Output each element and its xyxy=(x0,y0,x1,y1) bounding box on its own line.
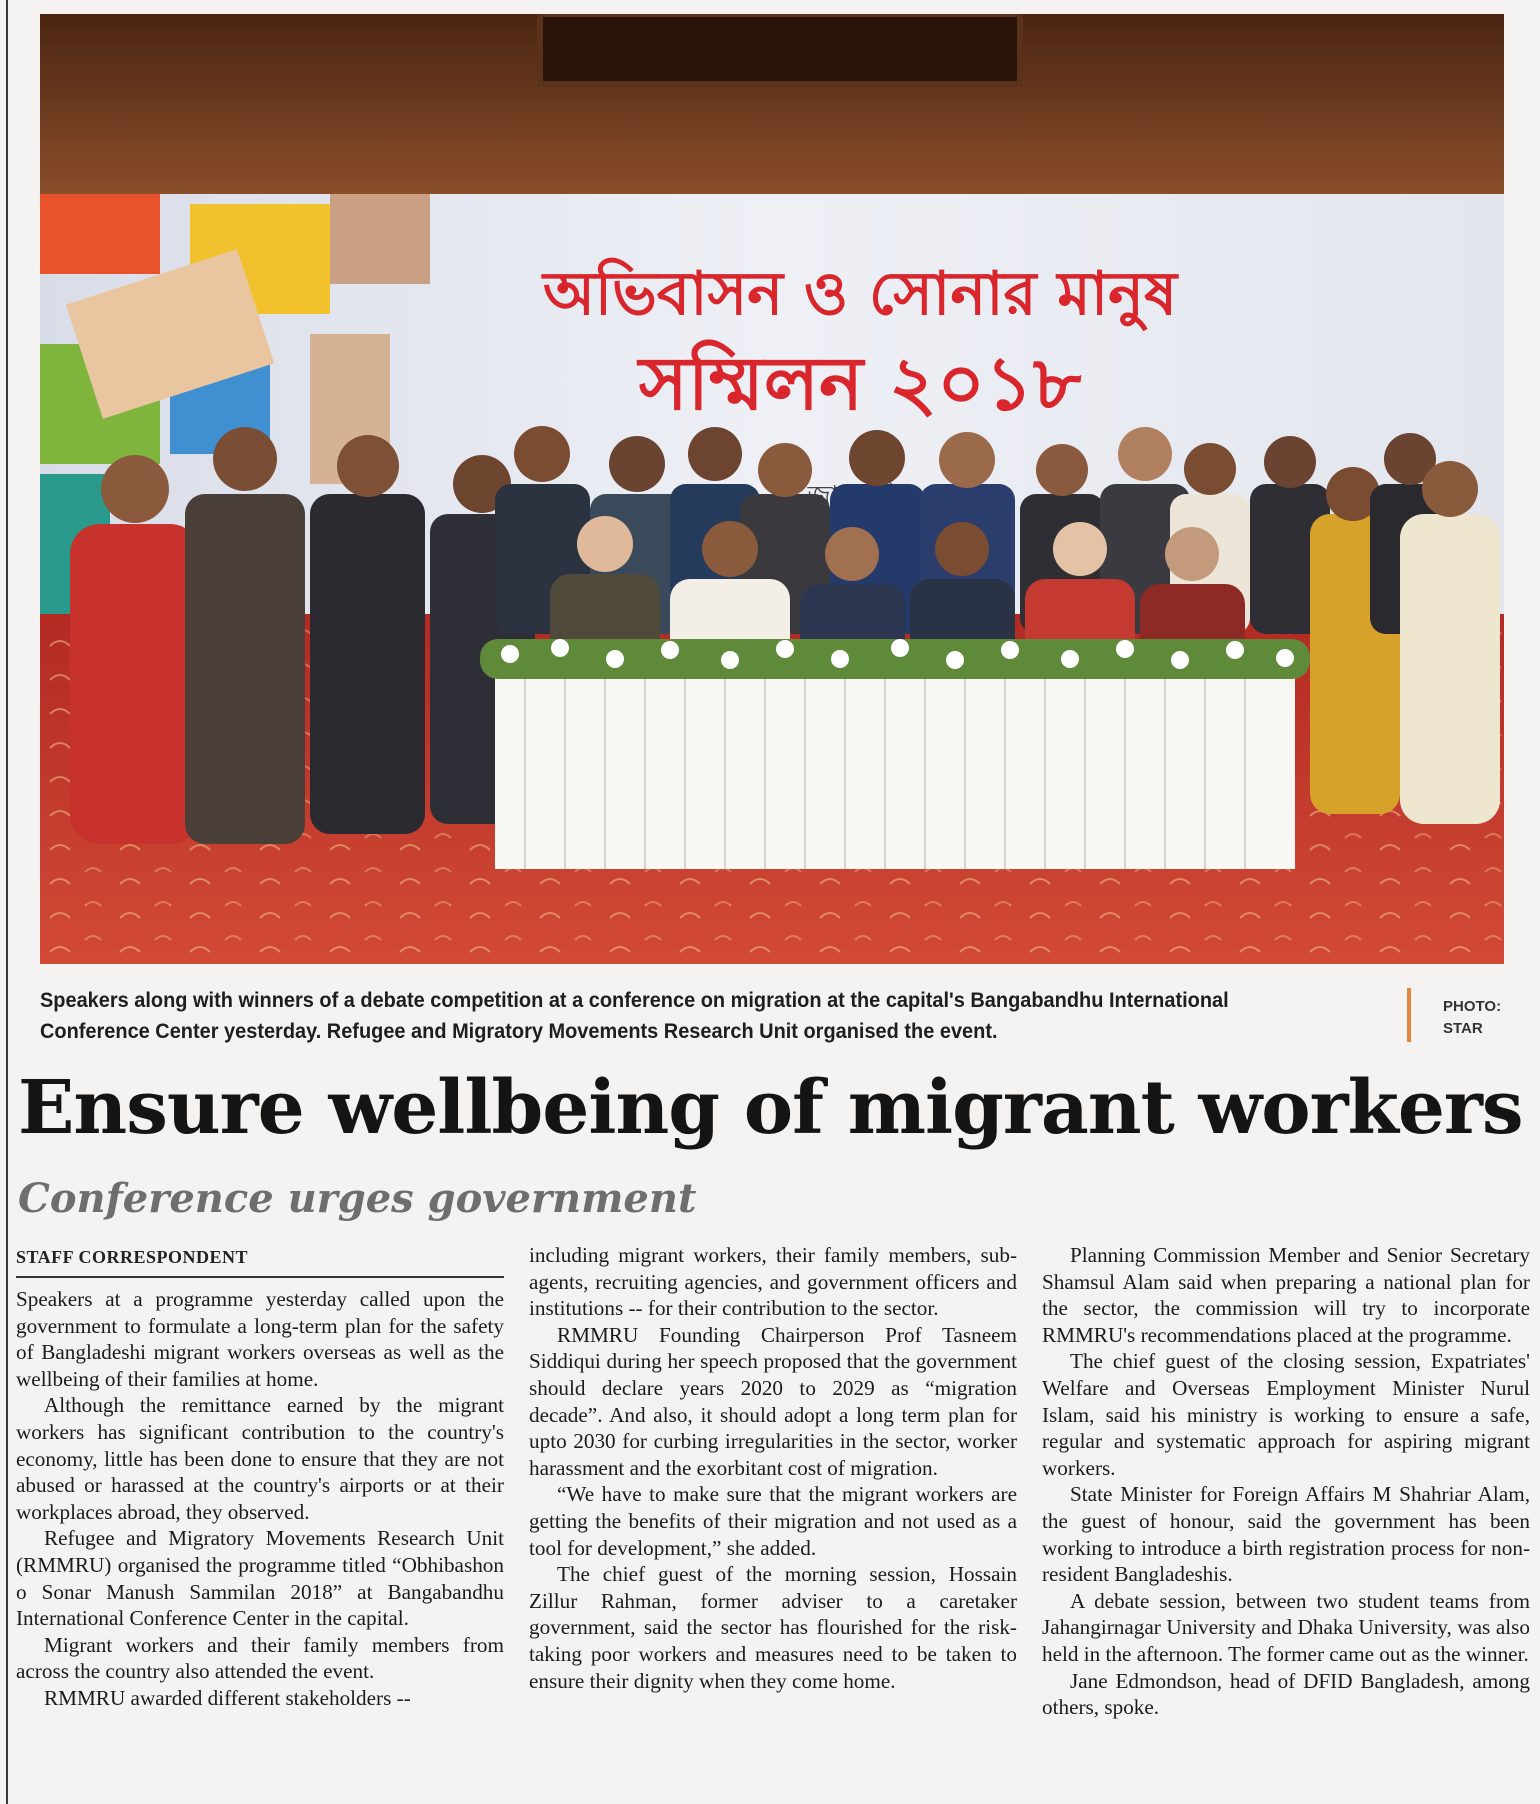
banner-photo-tile xyxy=(330,194,430,284)
paragraph: State Minister for Foreign Affairs M Shahriar Alam, the guest of honour, said the government has been working to introduce a birth registration process for non-resident Bangladeshis. xyxy=(1042,1482,1530,1587)
article-column-3 xyxy=(1042,1242,1530,1721)
byline: STAFF CORRESPONDENT xyxy=(16,1242,504,1278)
article-subheadline: Conference urges government xyxy=(18,1175,697,1222)
paragraph: Speakers at a programme yesterday called upon the government to formulate a long-term plan for the safety of Bangladeshi migrant workers overseas as well as the wellbeing of their families at home. xyxy=(16,1287,504,1391)
paragraph: Migrant workers and their family members from across the country also attended the event. xyxy=(16,1632,504,1684)
article-column-1 xyxy=(16,1286,504,1712)
article-column-2 xyxy=(529,1242,1017,1694)
banner-tile xyxy=(40,194,160,274)
banner-title-line2: সম্মিলন ২০১৮ xyxy=(638,341,1082,427)
paragraph: Refugee and Migratory Movements Research Unit (RMMRU) organised the programme titled “Obhibashon o Sonar Manush Sammilan 2018” at Bangabandhu International Conference Center in the capital. xyxy=(16,1526,504,1631)
paragraph: RMMRU awarded different stakeholders -- xyxy=(44,1685,411,1710)
paragraph: Jane Edmondson, head of DFID Bangladesh, among others, spoke. xyxy=(1042,1668,1530,1720)
byline-block xyxy=(16,1242,504,1278)
photo-credit-source: STAR xyxy=(1443,1020,1483,1037)
paragraph: A debate session, between two student teams from Jahangirnagar University and Dhaka University, was also held in the afternoon. The former came out as the winner. xyxy=(1042,1588,1530,1666)
paragraph: The chief guest of the closing session, Expatriates' Welfare and Overseas Employment Minister Nurul Islam, said his ministry is working to ensure a safe, regular and systematic approach for aspiring migrant workers. xyxy=(1042,1349,1530,1480)
article-headline: Ensure wellbeing of migrant workers xyxy=(18,1065,1523,1151)
news-photo xyxy=(40,14,1504,964)
ceiling-panel xyxy=(540,14,1020,84)
banner-title-line1: অভিবাসন ও সোনার মানুষ xyxy=(542,259,1178,329)
paragraph: including migrant workers, their family members, sub-agents, recruiting agencies, and government officers and institutions -- for their contribution to the sector. xyxy=(529,1243,1017,1321)
paragraph: Planning Commission Member and Senior Secretary Shamsul Alam said when preparing a national plan for the sector, the commission will try to incorporate RMMRU's recommendations placed at the programme. xyxy=(1042,1243,1530,1347)
stage-photo-illustration xyxy=(40,14,1504,964)
photo-credit-rule xyxy=(1407,988,1411,1042)
photo-caption: Speakers along with winners of a debate competition at a conference on migration at the capital's Bangabandhu International Conference Center yesterday. Refugee and Migratory Movements Research Unit organised the event. xyxy=(40,989,1229,1043)
page-margin-rule xyxy=(6,0,8,1804)
photo-credit-label: PHOTO: xyxy=(1443,998,1502,1015)
paragraph: RMMRU Founding Chairperson Prof Tasneem Siddiqui during her speech proposed that the government should declare years 2020 to 2029 as “migration decade”. And also, it should adopt a long term plan for upto 2030 for curbing irregularities in the sector, worker harassment and the exorbitant cost of migration. xyxy=(529,1322,1017,1480)
photo-credit xyxy=(1443,996,1523,1040)
paragraph: “We have to make sure that the migrant workers are getting the benefits of their migration and not used as a tool for development,” she added. xyxy=(529,1482,1017,1560)
paragraph: Although the remittance earned by the migrant workers has significant contribution to the country's economy, little has been done to ensure that they are not abused or harassed at the country's airports or at their workplaces abroad, they observed. xyxy=(16,1393,504,1524)
stage-table xyxy=(495,659,1295,869)
paragraph: The chief guest of the morning session, Hossain Zillur Rahman, former adviser to a caretaker government, said the sector has flourished for the risk-taking poor workers and measures need to be taken to ensure their dignity when they come home. xyxy=(529,1562,1017,1693)
